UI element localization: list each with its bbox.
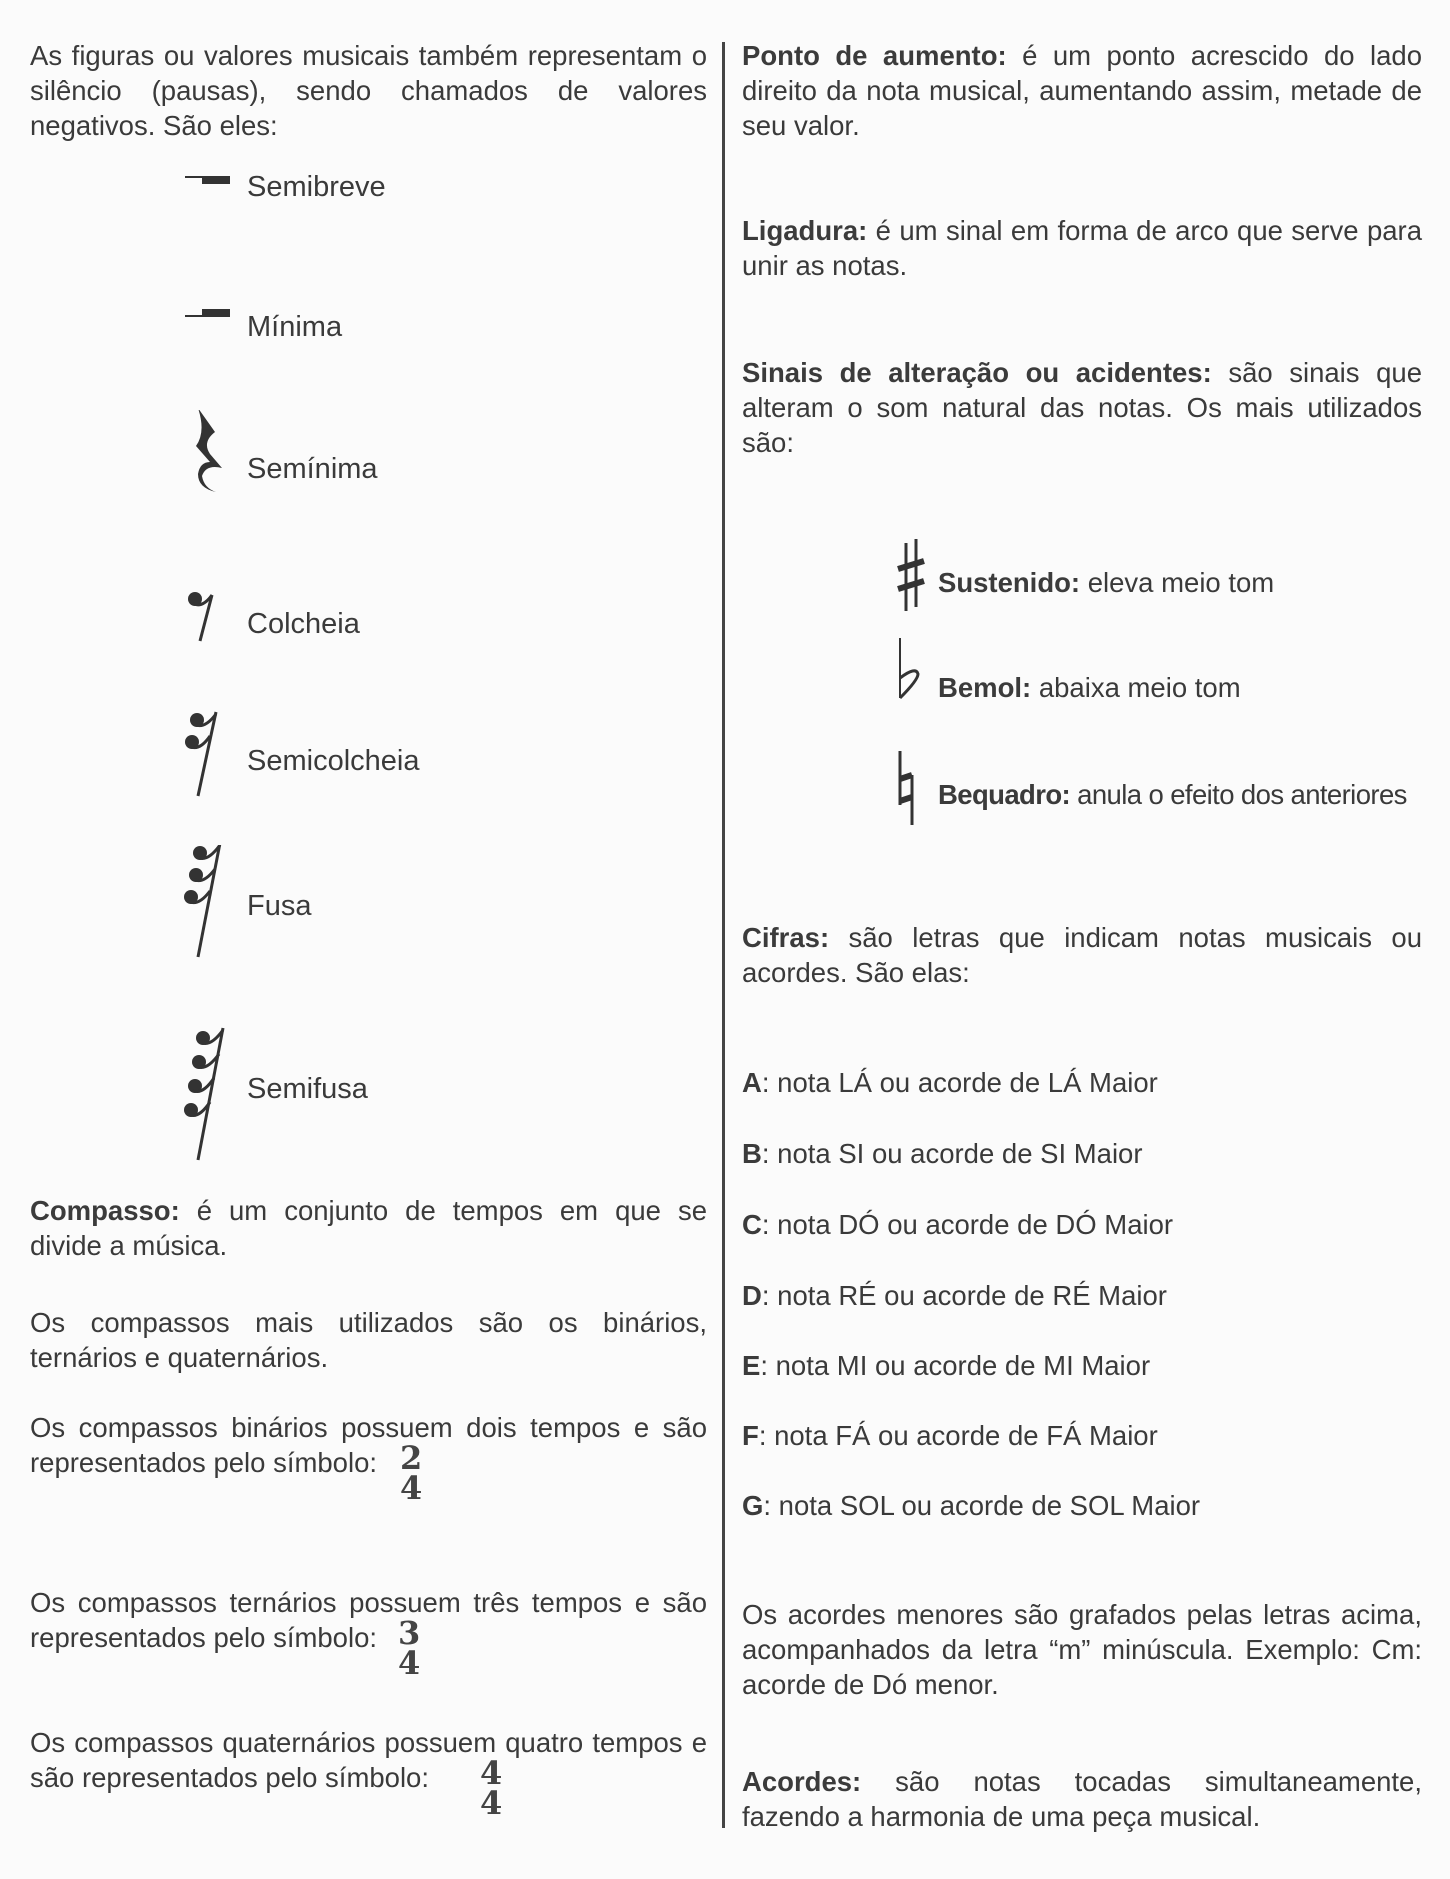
time-sig-top: 2	[400, 1439, 423, 1477]
accidental-bequadro	[892, 755, 1450, 845]
colcheia-rest-icon	[140, 565, 230, 705]
cifra-letter: C	[742, 1209, 762, 1240]
time-signature-3-4	[398, 1614, 421, 1682]
cifra-text: : nota RÉ ou acorde de RÉ Maior	[761, 1280, 1167, 1311]
accidental-text	[938, 779, 1407, 811]
cifra-text: : nota DÓ ou acorde de DÓ Maior	[761, 1209, 1174, 1240]
sharp-icon	[892, 533, 932, 623]
minima-rest-icon	[140, 270, 230, 410]
column-divider	[722, 42, 725, 1828]
ponto-paragraph	[742, 38, 1422, 143]
cifras-label: Cifras:	[742, 922, 830, 953]
intro-paragraph: As figuras ou valores musicais também representam o silêncio (pausas), sendo chamados de valores negativos. São eles:	[30, 40, 707, 141]
cifra-item-g	[742, 1488, 1200, 1523]
rest-name: Semibreve	[247, 171, 386, 203]
accidental-label: Sustenido:	[938, 567, 1081, 598]
cifra-text: : nota LÁ ou acorde de LÁ Maior	[761, 1067, 1158, 1098]
accidental-desc: abaixa meio tom	[1031, 672, 1241, 703]
ponto-text: é um ponto acrescido do lado direito da nota musical, aumentando assim, metade de seu valor.	[742, 40, 1422, 141]
quaternarios-paragraph	[30, 1725, 707, 1795]
semifusa-rest-icon	[140, 990, 230, 1170]
semibreve-rest-icon	[140, 130, 230, 270]
accidental-sustenido	[892, 543, 1412, 633]
rest-item-semifusa	[30, 1060, 630, 1120]
cifras-text: são letras que indicam notas musicais ou acordes. São elas:	[742, 922, 1422, 988]
accidental-text	[938, 672, 1241, 704]
sinais-text: são sinais que alteram o som natural das notas. Os mais utilizados são:	[742, 357, 1422, 458]
sinais-label: Sinais de alteração ou acidentes:	[742, 357, 1212, 388]
rest-item-fusa	[30, 875, 630, 935]
time-sig-bottom: 4	[480, 1784, 503, 1822]
cifra-item-c	[742, 1207, 1173, 1242]
binarios-text: Os compassos binários possuem dois tempos e são representados pelo símbolo:	[30, 1412, 707, 1478]
accidental-desc: eleva meio tom	[1080, 567, 1275, 598]
cifra-letter: E	[742, 1350, 761, 1381]
compasso-text: é um conjunto de tempos em que se divide a música.	[30, 1195, 707, 1261]
accidental-label: Bequadro:	[938, 779, 1071, 810]
cifra-letter: D	[742, 1280, 762, 1311]
cifra-item-d	[742, 1278, 1167, 1313]
acordes-text: são notas tocadas simultaneamente, fazendo a harmonia de uma peça musical.	[742, 1766, 1422, 1832]
accidental-label: Bemol:	[938, 672, 1032, 703]
seminima-rest-icon	[140, 410, 230, 550]
cifras-paragraph	[742, 920, 1422, 990]
cifra-text: : nota SI ou acorde de SI Maior	[761, 1138, 1143, 1169]
acordes-label: Acordes:	[742, 1766, 862, 1797]
ternarios-paragraph	[30, 1585, 707, 1655]
cifra-item-f	[742, 1418, 1158, 1453]
time-sig-top: 3	[398, 1614, 421, 1652]
rest-name: Semicolcheia	[247, 745, 420, 777]
time-signature-2-4	[400, 1439, 423, 1507]
menores-paragraph: Os acordes menores são grafados pelas letras acima, acompanhados da letra “m” minúscula. Exemplo: Cm: acorde de Dó menor.	[742, 1599, 1422, 1700]
compasso-label: Compasso:	[30, 1195, 180, 1226]
ligadura-paragraph	[742, 213, 1422, 283]
cifra-text: : nota SOL ou acorde de SOL Maior	[763, 1490, 1201, 1521]
flat-icon	[892, 638, 932, 728]
accidental-text	[938, 567, 1274, 599]
ternarios-text: Os compassos ternários possuem três tempos e são representados pelo símbolo:	[30, 1587, 707, 1653]
cifra-letter: G	[742, 1490, 764, 1521]
rest-name: Fusa	[247, 890, 312, 922]
time-sig-top: 4	[480, 1754, 503, 1792]
natural-icon	[892, 745, 932, 835]
cifra-text: : nota FÁ ou acorde de FÁ Maior	[758, 1420, 1158, 1451]
cifra-item-a	[742, 1065, 1158, 1100]
time-sig-bottom: 4	[400, 1469, 423, 1507]
ligadura-label: Ligadura:	[742, 215, 868, 246]
quaternarios-text: Os compassos quaternários possuem quatro tempos e são representados pelo símbolo:	[30, 1727, 707, 1793]
cifra-item-e	[742, 1348, 1150, 1383]
rest-name: Colcheia	[247, 608, 360, 640]
rest-item-colcheia	[30, 595, 630, 655]
binarios-paragraph	[30, 1410, 707, 1480]
accidental-bemol	[892, 648, 1412, 738]
cifra-letter: A	[742, 1067, 762, 1098]
accidental-desc: anula o efeito dos anteriores	[1070, 779, 1407, 810]
time-signature-4-4	[480, 1754, 503, 1822]
time-sig-bottom: 4	[398, 1644, 421, 1682]
rest-item-semibreve	[30, 160, 630, 220]
cifra-letter: B	[742, 1138, 762, 1169]
ponto-label: Ponto de aumento:	[742, 40, 1007, 71]
cifra-text: : nota MI ou acorde de MI Maior	[760, 1350, 1151, 1381]
rest-name: Semínima	[247, 453, 378, 485]
rest-item-semicolcheia	[30, 730, 630, 790]
cifra-letter: F	[742, 1420, 759, 1451]
semicolcheia-rest-icon	[140, 700, 230, 840]
mais-utilizados-paragraph: Os compassos mais utilizados são os binários, ternários e quaternários.	[30, 1307, 707, 1373]
rest-name: Semifusa	[247, 1073, 368, 1105]
fusa-rest-icon	[140, 845, 230, 985]
sinais-paragraph	[742, 355, 1422, 460]
cifra-item-b	[742, 1136, 1143, 1171]
acordes-paragraph	[742, 1764, 1422, 1834]
compasso-paragraph	[30, 1193, 707, 1263]
rest-item-minima	[30, 300, 630, 360]
ligadura-text: é um sinal em forma de arco que serve para unir as notas.	[742, 215, 1422, 281]
rest-item-seminima	[30, 440, 630, 500]
rest-name: Mínima	[247, 311, 343, 343]
